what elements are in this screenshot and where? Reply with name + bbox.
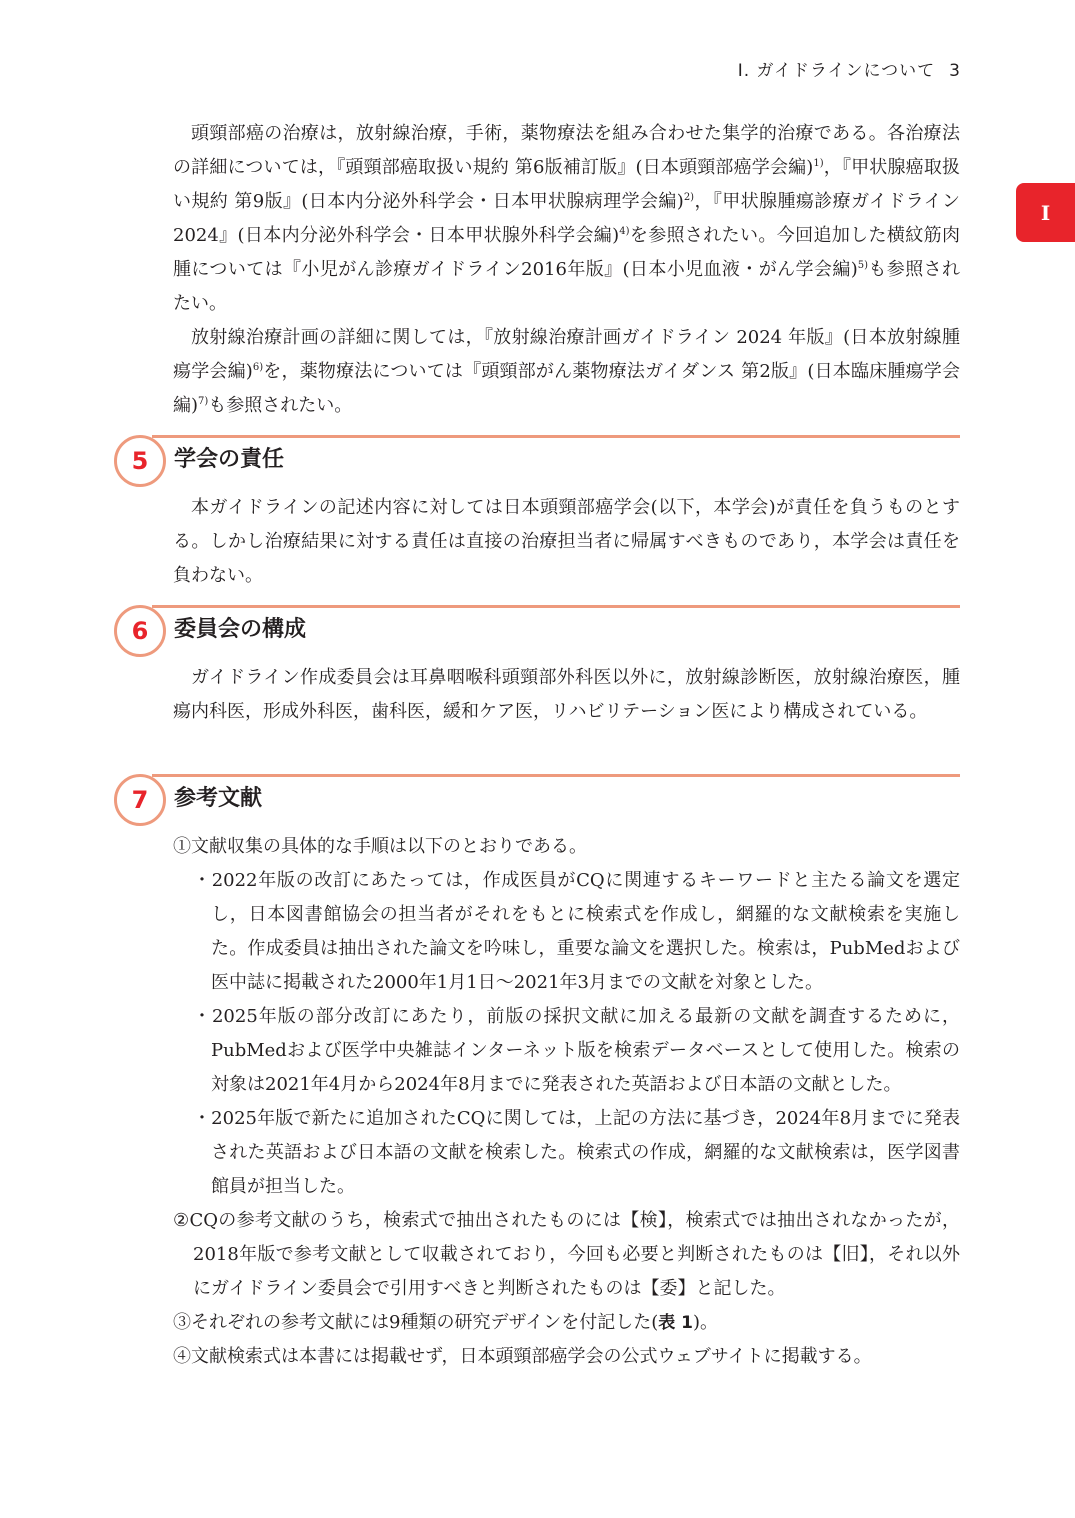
citation: 1) — [813, 158, 824, 169]
section-7-body — [173, 830, 960, 1374]
chapter-title: Ⅰ. ガイドラインについて — [737, 61, 936, 81]
page-number: 3 — [949, 61, 961, 81]
bullet-item: ・2025年版の部分改訂にあたり，前版の採択文献に加える最新の文献を調査するために，PubMedおよび医学中央雑誌インターネット版を検索データベースとして使用した。検索の対象は2021年4月から2024年8月までに発表された英語および日本語の文献とした。 — [193, 1006, 960, 1095]
section-6-body — [173, 661, 960, 729]
text-run: も参照されたい。 — [173, 259, 960, 314]
heading-rule — [152, 435, 960, 438]
text-run: ，『甲状腺癌取扱い規約 第9版』(日本内分泌外科学会・日本甲状腺病理学会編) — [173, 157, 961, 212]
section-title: 参考文献 — [174, 786, 263, 811]
list-item: ①文献収集の具体的な手順は以下のとおりである。 — [173, 836, 587, 857]
text-run: 放射線治療計画の詳細に関しては，『放射線治療計画ガイドライン 2024 年版』(日本放射線腫瘍学会編) — [173, 327, 960, 382]
paragraph: 本ガイドラインの記述内容に対しては日本頭頸部癌学会(以下，本学会)が責任を負うものとする。しかし治療結果に対する責任は直接の治療担当者に帰属すべきものであり，本学会は責任を負わない。 — [173, 497, 960, 586]
list-item: ④文献検索式は本書には掲載せず，日本頭頸部癌学会の公式ウェブサイトに掲載する。 — [173, 1346, 872, 1367]
section-heading-6 — [112, 605, 960, 657]
intro-text — [173, 117, 960, 423]
text-run: も参照されたい。 — [208, 395, 353, 416]
intro-paragraph-1 — [173, 117, 960, 321]
text-run: )。 — [692, 1312, 718, 1333]
bullet-item: ・2025年版で新たに追加されたCQに関しては，上記の方法に基づき，2024年8月までに発表された英語および日本語の文献を検索した。検索式の作成，網羅的な文献検索は，医学図書館員が担当した。 — [193, 1108, 960, 1197]
table-reference: 表 1 — [658, 1313, 693, 1333]
heading-rule — [152, 774, 960, 777]
citation: 5) — [857, 260, 868, 271]
chapter-tab-label: Ⅰ — [1040, 200, 1051, 225]
text-run: ③それぞれの参考文献には9種類の研究デザインを付記した( — [173, 1312, 659, 1333]
text-run: 頭頸部癌の治療は，放射線治療，手術，薬物療法を組み合わせた集学的治療である。各治療法の詳細については，『頭頸部癌取扱い規約 第6版補訂版』(日本頭頸部癌学会編) — [173, 123, 960, 178]
section-title: 委員会の構成 — [174, 617, 307, 642]
section-number-badge: 7 — [114, 774, 166, 826]
citation: 7) — [198, 396, 209, 407]
section-number-badge: 6 — [114, 605, 166, 657]
section-title: 学会の責任 — [174, 447, 285, 472]
list-item — [173, 1306, 960, 1340]
list-item: ②CQの参考文献のうち，検索式で抽出されたものには【検】，検索式では抽出されなかったが，2018年版で参考文献として収載されており，今回も必要と判断されたものは【旧】，それ以外にガイドライン委員会で引用すべきと判断されたものは【委】と記した。 — [173, 1210, 960, 1299]
paragraph: ガイドライン作成委員会は耳鼻咽喉科頭頸部外科医以外に，放射線診断医，放射線治療医，腫瘍内科医，形成外科医，歯科医，緩和ケア医，リハビリテーション医により構成されている。 — [173, 667, 960, 722]
text-run: を，薬物療法については『頭頸部がん薬物療法ガイダンス 第2版』(日本臨床腫瘍学会編) — [173, 361, 960, 416]
section-number-badge: 5 — [114, 435, 166, 487]
citation: 4) — [619, 226, 630, 237]
running-header — [738, 56, 961, 81]
bullet-item: ・2022年版の改訂にあたっては，作成医員がCQに関連するキーワードと主たる論文を選定し，日本図書館協会の担当者がそれをもとに検索式を作成し，網羅的な文献検索を実施した。作成委員は抽出された論文を吟味し，重要な論文を選択した。検索は，PubMedおよび医中誌に掲載された2000年1月1日〜2021年3月までの文献を対象とした。 — [193, 870, 960, 993]
section-5-body — [173, 491, 960, 593]
citation: 6) — [252, 362, 264, 373]
text-run: を参照されたい。今回追加した横紋筋肉腫については『小児がん診療ガイドライン2016年版』(日本小児血液・がん学会編) — [173, 225, 960, 280]
citation: 2) — [683, 192, 695, 203]
text-run: ，『甲状腺腫瘍診療ガイドライン 2024』(日本内分泌外科学会・日本甲状腺外科学会編) — [173, 191, 960, 246]
intro-paragraph-2 — [173, 321, 960, 423]
heading-rule — [152, 605, 960, 608]
section-heading-7 — [112, 774, 960, 826]
chapter-tab — [1016, 183, 1075, 242]
section-heading-5 — [112, 435, 960, 487]
